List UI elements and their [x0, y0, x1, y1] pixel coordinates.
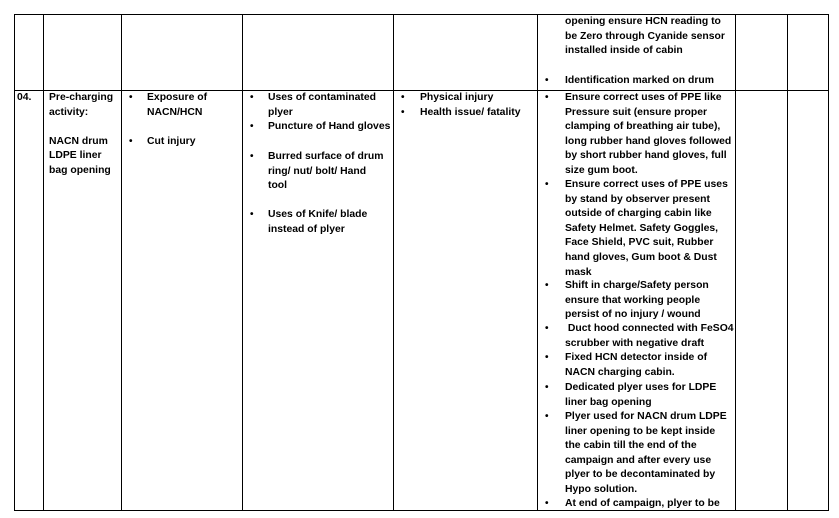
row-number: 04.	[17, 92, 32, 103]
col-border	[121, 14, 122, 511]
hazard-line: Exposure of	[147, 92, 208, 103]
control-line: At end of campaign, plyer to be	[565, 498, 720, 509]
control-line: by stand by observer present	[565, 193, 710, 205]
control-line: Dedicated plyer uses for LDPE	[565, 382, 717, 393]
col-border	[43, 14, 44, 511]
bullet-icon: •	[129, 136, 133, 147]
control-line: Face Shield, PVC suit, Rubber	[565, 237, 714, 249]
cause-line: plyer	[268, 106, 293, 118]
continued-line: installed inside of cabin	[565, 45, 683, 57]
control-line: Safety Helmet. Safety Goggles,	[565, 222, 719, 234]
cause-line: Uses of contaminated	[268, 92, 376, 103]
bullet-icon: •	[250, 209, 254, 220]
cause-line: ring/ nut/ bolt/ Hand	[268, 165, 367, 177]
control-line: persist of no injury / wound	[565, 309, 701, 321]
control-line: liner opening to be kept inside	[565, 425, 716, 437]
control-line: by short rubber hand gloves, full	[565, 150, 727, 162]
activity-line	[49, 120, 113, 135]
cause-line: tool	[268, 180, 288, 192]
control-line: hand gloves, Gum boot & Dust	[565, 251, 717, 263]
control-line: clamping of breathing air tube),	[565, 121, 721, 133]
control-line: liner bag opening	[565, 396, 652, 408]
control-line: ensure that working people	[565, 294, 701, 306]
control-line: long rubber hand gloves followed	[565, 135, 732, 147]
hazard-line: Cut injury	[147, 136, 196, 147]
bullet-icon: •	[545, 382, 549, 393]
control-line: NACN charging cabin.	[565, 366, 675, 378]
activity-line: NACN drum	[49, 135, 108, 147]
cause-line: Uses of Knife/ blade	[268, 209, 368, 220]
continued-line: be Zero through Cyanide sensor	[565, 30, 725, 42]
activity-line: activity:	[49, 106, 89, 118]
bullet-icon: •	[401, 92, 405, 103]
control-line: Plyer used for NACN drum LDPE	[565, 411, 727, 422]
col-border	[735, 14, 736, 511]
col-border	[242, 14, 243, 511]
bullet-icon: •	[545, 280, 549, 291]
control-line: Shift in charge/Safety person	[565, 280, 709, 291]
control-line: campaign and after every use	[565, 454, 712, 466]
hazard-line: NACN/HCN	[147, 106, 203, 118]
control-line: Ensure correct uses of PPE uses	[565, 179, 728, 190]
control-line: Pressure suit (ensure proper	[565, 106, 708, 118]
bullet-icon: •	[545, 411, 549, 422]
control-line: Ensure correct uses of PPE like	[565, 92, 722, 103]
bullet-icon: •	[250, 121, 254, 132]
cause-line: Puncture of Hand gloves	[268, 121, 391, 132]
bullet-icon: •	[545, 75, 549, 86]
continued-line: opening ensure HCN reading to	[565, 16, 721, 27]
control-line: Hypo solution.	[565, 483, 638, 495]
bullet-icon: •	[250, 92, 254, 103]
control-line: outside of charging cabin like	[565, 208, 712, 220]
cause-line: Burred surface of drum	[268, 151, 384, 162]
bullet-icon: •	[250, 151, 254, 162]
col-border	[537, 14, 538, 511]
activity-cell	[49, 91, 113, 179]
control-line: scrubber with negative draft	[565, 337, 705, 349]
col-border	[14, 14, 15, 511]
bullet-icon: •	[545, 92, 549, 103]
consequence-line: Health issue/ fatality	[420, 107, 521, 118]
bullet-icon: •	[545, 179, 549, 190]
col-border	[393, 14, 394, 511]
consequence-line: Physical injury	[420, 92, 494, 103]
control-line: the cabin till the end of the	[565, 440, 697, 452]
cause-line: instead of plyer	[268, 223, 345, 235]
bullet-icon: •	[401, 107, 405, 118]
continued-control-text	[565, 15, 725, 59]
control-line: plyer to be decontaminated by	[565, 469, 716, 481]
bullet-icon: •	[545, 323, 549, 334]
control-line: Fixed HCN detector inside of	[565, 352, 708, 363]
bullet-text: Identification marked on drum	[565, 75, 714, 86]
control-line: size gum boot.	[565, 164, 638, 176]
col-border	[828, 14, 829, 511]
bullet-icon: •	[545, 498, 549, 509]
activity-line: LDPE liner	[49, 150, 102, 162]
bullet-icon: •	[545, 352, 549, 363]
control-line: Duct hood connected with FeSO4	[565, 323, 734, 334]
bullet-icon: •	[129, 92, 133, 103]
control-line: mask	[565, 266, 592, 278]
activity-line: bag opening	[49, 164, 111, 176]
activity-line: Pre-charging	[49, 92, 114, 103]
col-border	[787, 14, 788, 511]
